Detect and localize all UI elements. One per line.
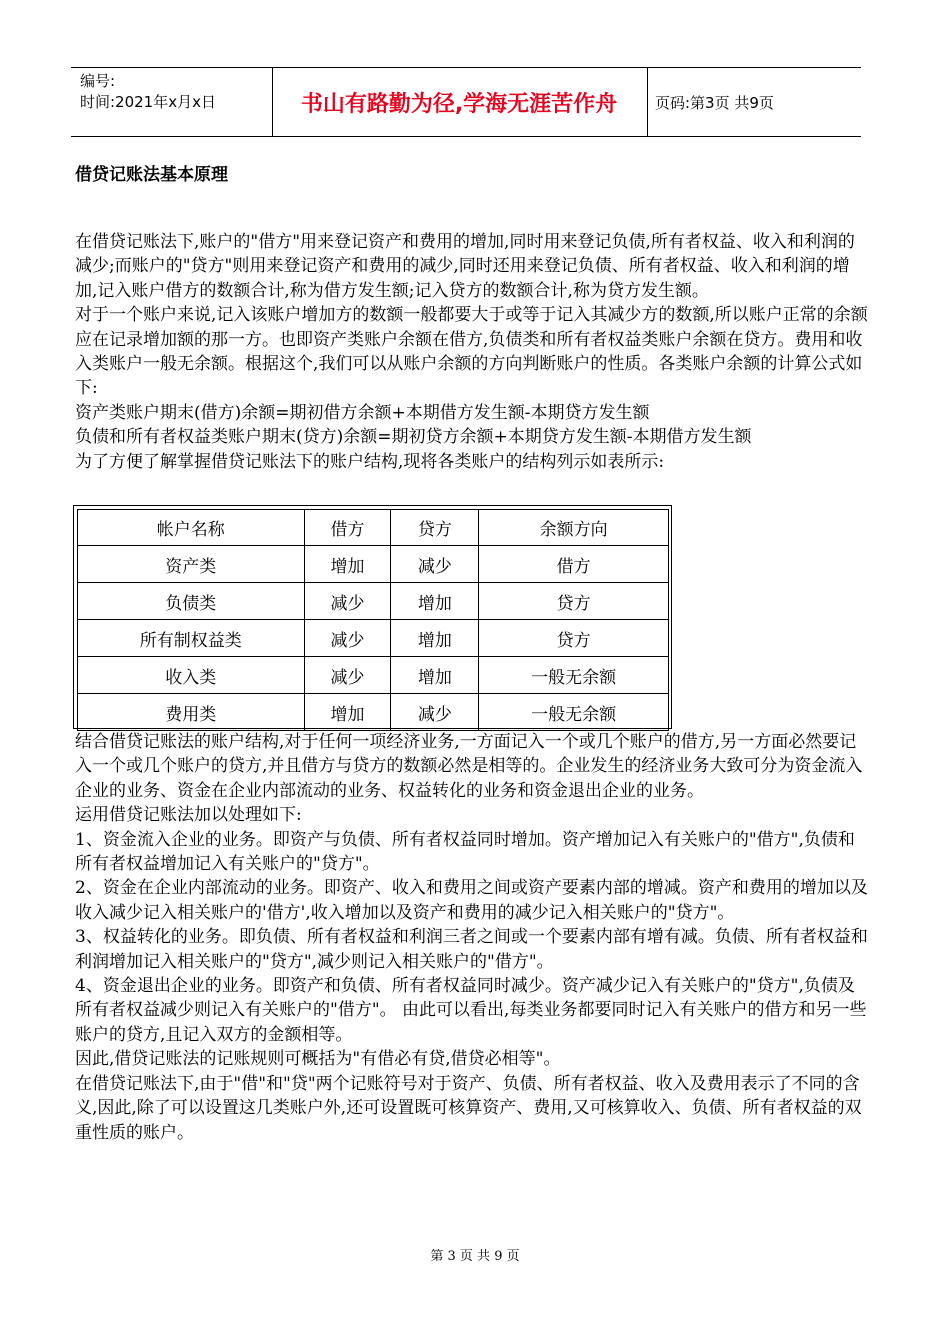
table-cell: 一般无余额 [479, 694, 669, 731]
header-motto: 书山有路勤为径,学海无涯苦作舟 [300, 91, 618, 117]
paragraph: 为了方便了解掌握借贷记账法下的账户结构,现将各类账户的结构列示如表所示: [75, 451, 665, 472]
table-cell: 费用类 [78, 694, 305, 731]
column-header: 余额方向 [479, 510, 669, 546]
table-cell: 减少 [304, 620, 391, 657]
table-row [78, 694, 669, 731]
table-cell: 贷方 [479, 620, 669, 657]
table-cell: 增加 [391, 657, 479, 694]
table-cell: 增加 [304, 694, 391, 731]
paragraph: 运用借贷记账法加以处理如下: [75, 805, 302, 826]
header-divider [647, 68, 648, 136]
table-cell: 收入类 [78, 657, 305, 694]
table-cell: 借方 [479, 546, 669, 583]
column-header: 帐户名称 [78, 510, 305, 546]
table-cell: 一般无余额 [479, 657, 669, 694]
paragraph: 在借贷记账法下,账户的"借方"用来登记资产和费用的增加,同时用来登记负债,所有者权益、收入和利润的减少;而账户的"贷方"则用来登记资产和费用的减少,同时还用来登记负债、所有者权益、收入和利润的增加,记入账户借方的数额合计,称为借方发生额;记入贷方的数额合计,称为贷方发生额。 [75, 232, 855, 301]
header-meta [71, 68, 271, 136]
header-page-number: 页码:第3页 共9页 [655, 93, 774, 112]
paragraph: 在借贷记账法下,由于"借"和"贷"两个记账符号对于资产、负债、所有者权益、收入及费用表示了不同的含义,因此,除了可以设置这几类账户外,还可设置既可核算资产、费用,又可核算收入、负债、所有者权益的双重性质的账户。 [75, 1073, 862, 1143]
document-time-label: 时间:2021年x月x日 [80, 93, 216, 111]
page-footer: 第 3 页 共 9 页 [430, 1249, 520, 1264]
table-cell: 负债类 [78, 583, 305, 620]
table-row [78, 657, 669, 694]
page-header [71, 67, 861, 137]
column-header: 贷方 [391, 510, 479, 546]
list-item: 1、资金流入企业的业务。即资产与负债、所有者权益同时增加。资产增加记入有关账户的"借方",负债和所有者权益增加记入有关账户的"贷方"。 [75, 829, 855, 875]
paragraph: 因此,借贷记账法的记账规则可概括为"有借必有贷,借贷必相等"。 [75, 1049, 561, 1070]
table-cell: 减少 [391, 694, 479, 731]
document-title: 借贷记账法基本原理 [75, 165, 228, 185]
list-item: 3、权益转化的业务。即负债、所有者权益和利润三者之间或一个要素内部有增有减。负债、所有者权益和利润增加记入相关账户的"贷方",减少则记入相关账户的"借方"。 [75, 927, 868, 972]
document-number-label: 编号: [80, 72, 116, 90]
table-cell: 增加 [304, 546, 391, 583]
table-row [78, 620, 669, 657]
paragraph: 对于一个账户来说,记入该账户增加方的数额一般都要大于或等于记入其减少方的数额,所以账户正常的余额应在记录增加额的那一方。也即资产类账户余额在借方,负债类和所有者权益类账户余额在贷方。费用和收入类账户一般无余额。根据这个,我们可以从账户余额的方向判断账户的性质。各类账户余额的计算公式如下: [75, 305, 868, 399]
body-text-bottom [75, 730, 870, 1145]
table-cell: 减少 [391, 546, 479, 583]
body-text-top [75, 230, 870, 474]
table-cell: 减少 [304, 657, 391, 694]
table-header-row [78, 510, 669, 546]
table-cell: 资产类 [78, 546, 305, 583]
formula-assets: 资产类账户期末(借方)余额=期初借方余额+本期借方发生额-本期贷方发生额 [75, 402, 650, 423]
account-structure-table [73, 505, 672, 729]
table-cell: 增加 [391, 620, 479, 657]
paragraph: 结合借贷记账法的账户结构,对于任何一项经济业务,一方面记入一个或几个账户的借方,另一方面必然要记入一个或几个账户的贷方,并且借方与贷方的数额必然是相等的。企业发生的经济业务大致可分为资金流入企业的业务、资金在企业内部流动的业务、权益转化的业务和资金退出企业的业务。 [75, 732, 863, 801]
table-cell: 所有制权益类 [78, 620, 305, 657]
list-item: 2、资金在企业内部流动的业务。即资产、收入和费用之间或资产要素内部的增减。资产和费用的增加以及收入减少记入相关账户的'借方',收入增加以及资产和费用的减少记入相关账户的"贷方"。 [75, 878, 868, 923]
table-row [78, 583, 669, 620]
column-header: 借方 [304, 510, 391, 546]
formula-liabilities: 负债和所有者权益类账户期末(贷方)余额=期初贷方余额+本期贷方发生额-本期借方发生额 [75, 427, 752, 448]
table-cell: 增加 [391, 583, 479, 620]
list-item: 4、资金退出企业的业务。即资产和负债、所有者权益同时减少。资产减少记入有关账户的"贷方",负债及所有者权益减少则记入有关账户的"借方"。 由此可以看出,每类业务都要同时记入有关账户的借方和另一些账户的贷方,且记入双方的金额相等。 [75, 976, 867, 1045]
table-row [78, 546, 669, 583]
table-cell: 减少 [304, 583, 391, 620]
table-cell: 贷方 [479, 583, 669, 620]
